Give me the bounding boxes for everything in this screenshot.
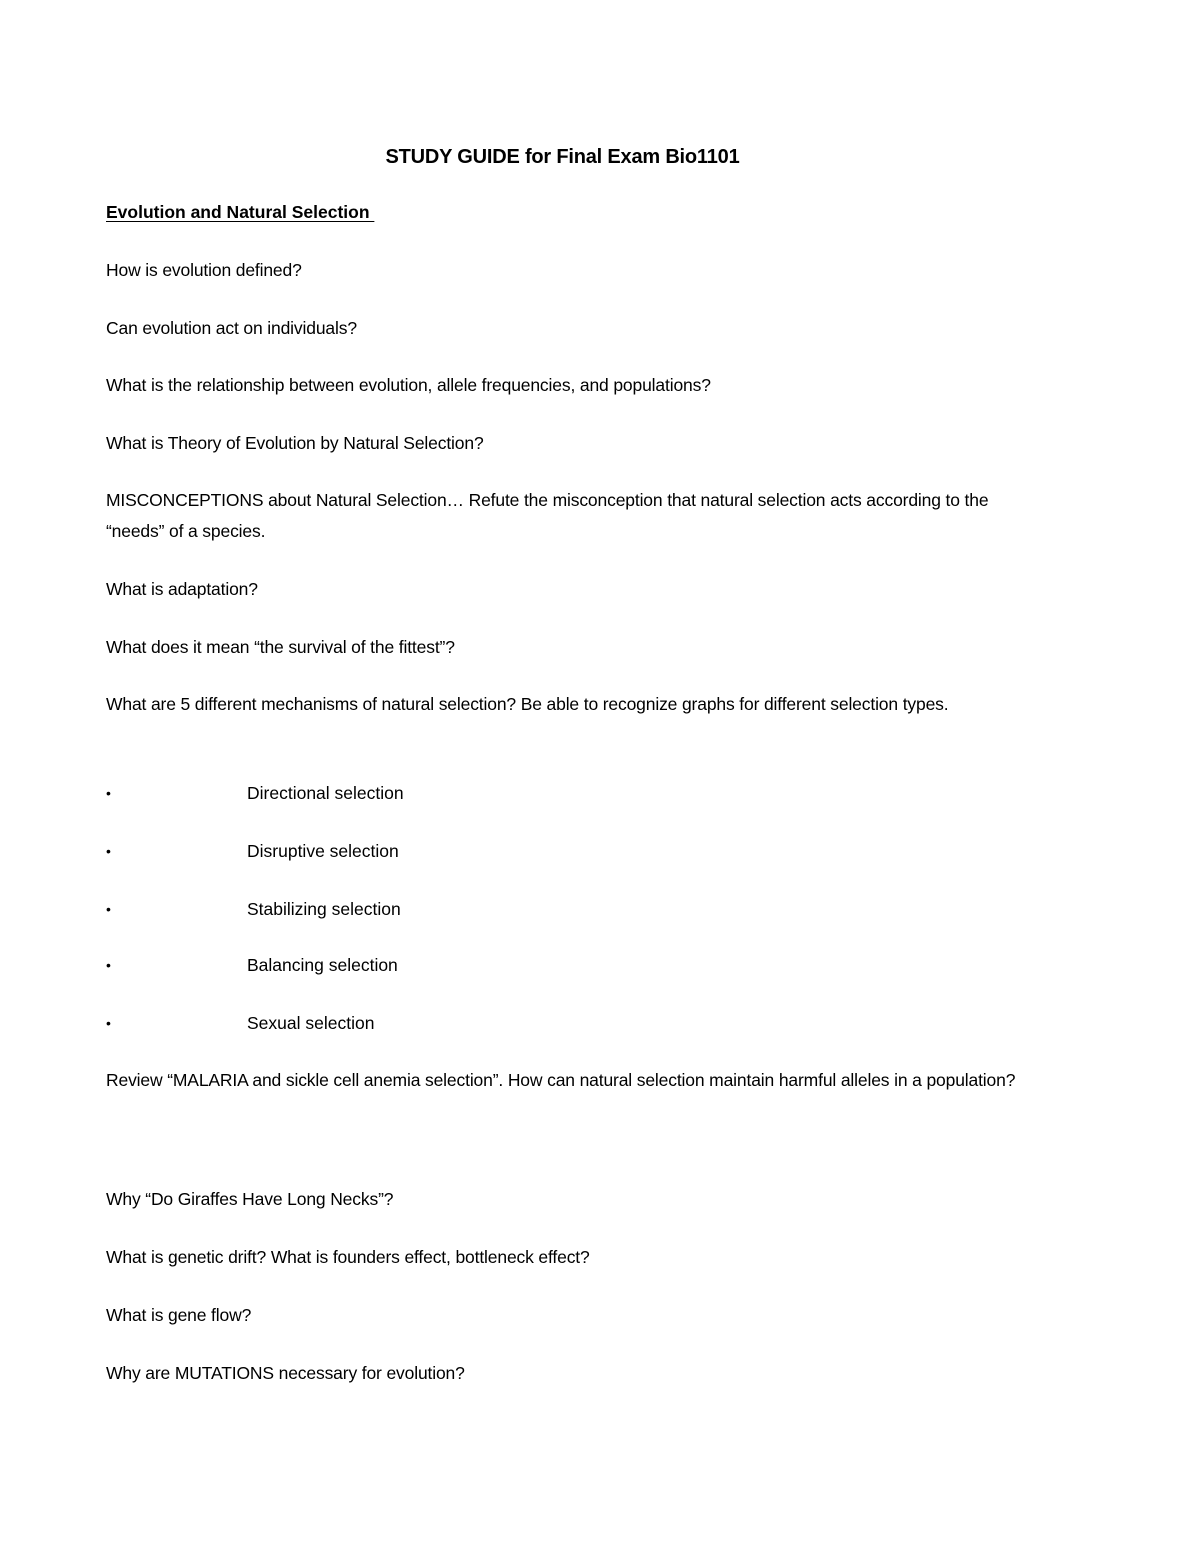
bullet-marker: • bbox=[106, 785, 111, 801]
question-giraffes: Why “Do Giraffes Have Long Necks”? bbox=[106, 1189, 394, 1209]
question-gene-flow: What is gene flow? bbox=[106, 1305, 252, 1325]
bullet-text: Directional selection bbox=[247, 783, 404, 803]
question-adaptation: What is adaptation? bbox=[106, 579, 258, 599]
question-evolution-defined: How is evolution defined? bbox=[106, 260, 302, 280]
question-genetic-drift: What is genetic drift? What is founders effect, bottleneck effect? bbox=[106, 1247, 590, 1267]
question-survival-fittest: What does it mean “the survival of the fittest”? bbox=[106, 637, 455, 657]
bullet-marker: • bbox=[106, 957, 111, 973]
bullet-marker: • bbox=[106, 1015, 111, 1031]
bullet-marker: • bbox=[106, 843, 111, 859]
bullet-marker: • bbox=[106, 901, 111, 917]
question-malaria: Review “MALARIA and sickle cell anemia selection”. How can natural selection maintain harmful alleles in a population? bbox=[106, 1070, 1016, 1090]
bullet-text: Balancing selection bbox=[247, 955, 398, 975]
question-misconceptions: MISCONCEPTIONS about Natural Selection… Refute the misconception that natural selection acts according to the “needs” of a species. bbox=[106, 490, 989, 541]
bullet-text: Stabilizing selection bbox=[247, 899, 401, 919]
question-evolution-individuals: Can evolution act on individuals? bbox=[106, 318, 357, 338]
question-mutations: Why are MUTATIONS necessary for evolution? bbox=[106, 1363, 465, 1383]
question-theory: What is Theory of Evolution by Natural Selection? bbox=[106, 433, 484, 453]
page-title: STUDY GUIDE for Final Exam Bio1101 bbox=[385, 146, 740, 168]
bullet-text: Sexual selection bbox=[247, 1013, 375, 1033]
section-heading: Evolution and Natural Selection bbox=[106, 202, 375, 222]
bullet-text: Disruptive selection bbox=[247, 841, 399, 861]
question-mechanisms: What are 5 different mechanisms of natural selection? Be able to recognize graphs for different selection types. bbox=[106, 694, 949, 714]
question-relationship: What is the relationship between evolution, allele frequencies, and populations? bbox=[106, 375, 711, 395]
